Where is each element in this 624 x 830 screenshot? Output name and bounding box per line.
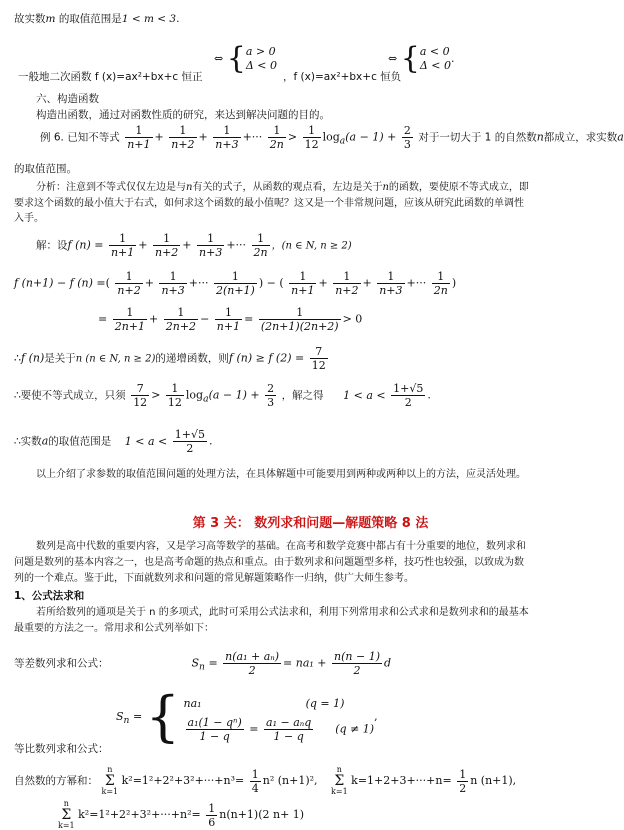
example-6-inequality: 例 6. 已知不等式 $\frac{1}{n+1}$ + $\frac{1}{n+2}$ + $\frac{1}{n+3}$ +··· $\frac{1}{2n}$ > $\frac{1}{12}$ $\log_a(a - 1)$ + $\frac{2}{3}$ 对于一切大于 1 的自然数n都成立，求实数a xyxy=(40,124,624,151)
intro-line2: 问题是数列的基本内容之一，也是高考命题的热点和重点。由于数列求和问题题型多样，技巧性也较强，以致成为数 xyxy=(14,557,524,568)
example-6-line2: 的取值范围。 xyxy=(14,163,77,175)
solution-fn: 解：设f (n) = $\frac{1}{n+1}$ + $\frac{1}{n+2}$ + $\frac{1}{n+3}$ +··· $\frac{1}{2n}$ ，(n ∈ N, n ≥ 2) xyxy=(36,232,352,259)
formula-title: 1、公式法求和 xyxy=(14,590,85,602)
chapter-heading: 第 3 关： 数列求和问题—解题策略 8 法 xyxy=(192,516,429,531)
formula-line1: 若所给数列的通项是关于 n 的多项式，此时可采用公式法求和，利用下列常用求和公式求和是数列求和的最基本 xyxy=(36,607,529,618)
intro-line1: 数列是高中代数的重要内容，又是学习高等数学的基础。在高考和数学竞赛中都占有十分重要的地位，数列求和 xyxy=(36,541,526,552)
conclusion-increasing: ∴f (n)是关于n (n ∈ N, n ≥ 2)的递增函数，则f (n) ≥ f (2) = $\frac{7}{12}$ xyxy=(14,345,326,372)
quadratic-positive-text: 一般地二次函数 f (x)=ax²+bx+c 恒正 xyxy=(18,71,203,83)
section-title: 六、构造函数 xyxy=(36,93,99,105)
conclusion-range: ∴实数a的取值范围是 1 < a < $\frac{1+√5}{2}$ . xyxy=(14,428,213,455)
analysis-line1: 分析：注意到不等式仅仅左边是与n有关的式子，从函数的观点看，左边是关于n的函数，要使原不等式成立，即 xyxy=(36,182,529,193)
summary-text: 以上介绍了求参数的取值范围问题的处理方法，在具体解题中可能要用到两种或两种以上的方法，应灵活处理。 xyxy=(36,469,526,480)
quadratic-negative-conditions: ⇔ { a < 0 Δ < 0 . xyxy=(388,41,455,76)
quadratic-conditions: ⇔ { a > 0 Δ < 0 xyxy=(214,41,277,76)
range-conclusion-line: 故实数m 的取值范围是1 < m < 3. xyxy=(14,13,180,25)
analysis-line2: 要求这个函数的最小值大于右式，如何求这个函数的最小值呢？这又是一个非常规问题，应该从研究此函数的单调性 xyxy=(14,198,524,209)
section-desc: 构造出函数，通过对函数性质的研究，来达到解决问题的目的。 xyxy=(36,109,330,121)
arithmetic-sum: 等差数列求和公式： $S_n$ = $\frac{\text{n(a₁ + aₙ)}}{2}$ = na₁ + $\frac{n(n - 1)}{2}$ d xyxy=(14,650,392,677)
solution-difference: f (n+1) − f (n) =( $\frac{1}{n+2}$ + $\frac{1}{n+3}$ +··· $\frac{1}{2(n+1)}$ ) − ( $\frac{1}{n+1}$ + $\frac{1}{n+2}$ + $\frac{1}{n+3}$ +··· $\frac{1}{2n}$ ) xyxy=(14,270,457,297)
geometric-sum: $S_n$ = { na₁ (q = 1) $\frac{\text{a₁(1 − qⁿ)}}{1 - q}$ = $\frac{\text{a₁ − aₙq}}{1 - q}$ (q ≠ 1) , xyxy=(116,685,378,748)
intro-line3: 列的一个难点。鉴于此，下面就数列求和问题的常见解题策略作一归纳，供广大师生参考。 xyxy=(14,573,414,584)
power-sums: 自然数的方幂和： n Σ k=1 k²=1²+2²+3²+···+n³= $\frac{1}{4}$ n² (n+1)², n Σ k=1 k=1+2+3+···+n= $\frac{1}{2}$ n (n+1), xyxy=(14,765,517,796)
conclusion-condition: ∴要使不等式成立，只须 $\frac{7}{12}$ > $\frac{1}{12}$ $\log_a(a - 1)$ + $\frac{2}{3}$ ，解之得 1 < a < $\frac{1+√5}{2}$ . xyxy=(14,382,431,409)
square-sum: n Σ k=1 k²=1²+2²+3²+···+n²= $\frac{1}{6}$ n(n+1)(2 n+ 1) xyxy=(58,799,305,830)
analysis-line3: 入手。 xyxy=(14,213,44,224)
geometric-label: 等比数列求和公式： xyxy=(14,743,109,755)
quadratic-negative-text: ，f (x)=ax²+bx+c 恒负 xyxy=(283,71,402,83)
solution-simplified: = $\frac{1}{2n+1}$ + $\frac{1}{2n+2}$ − $\frac{1}{n+1}$ = $\frac{1}{(2n+1)(2n+2)}$ > 0 xyxy=(98,306,363,333)
formula-line2: 最重要的方法之一。常用求和公式列举如下： xyxy=(14,623,214,634)
